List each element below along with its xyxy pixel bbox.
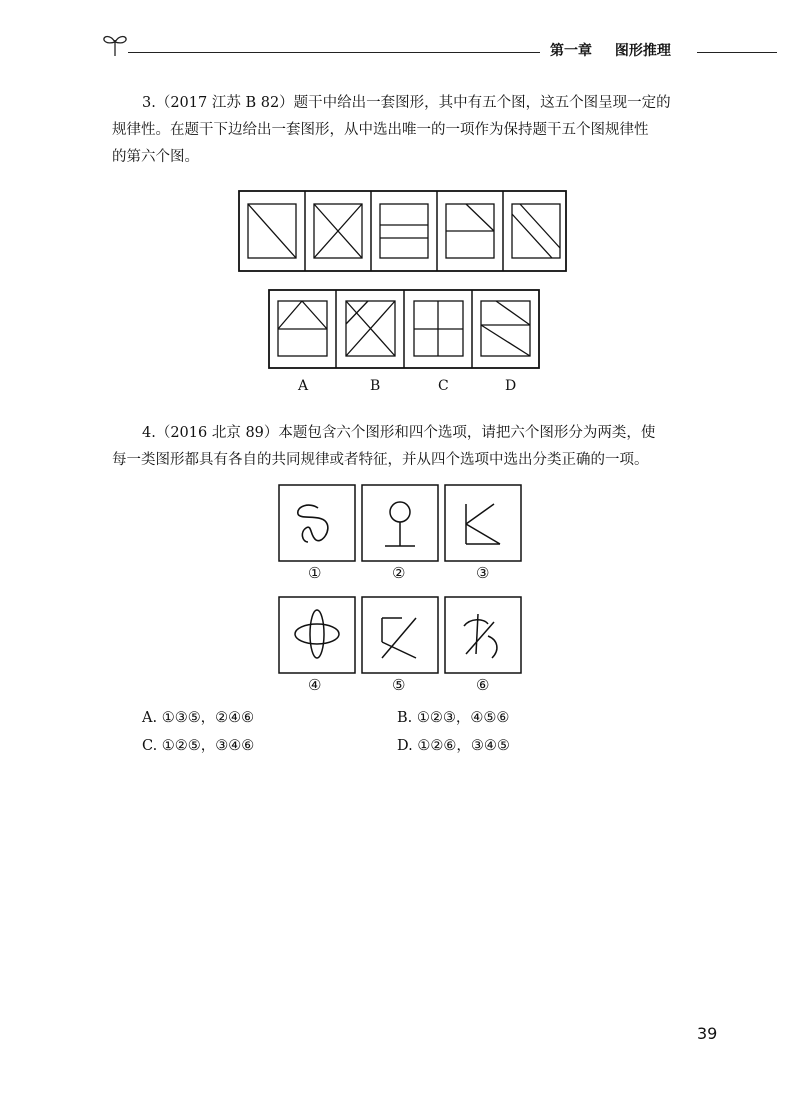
page-number: 39 — [697, 1024, 718, 1043]
q4-label-1: ① — [308, 564, 322, 582]
sprout-icon — [100, 30, 130, 60]
q3-option-a-figure — [278, 301, 327, 356]
q4-figures-row-2 — [278, 596, 523, 676]
q4-answer-a[interactable]: A. ①③⑤，②④⑥ — [142, 710, 255, 726]
chapter-title: 图形推理 — [614, 43, 671, 59]
q3-figure-row — [238, 190, 568, 274]
q3-text — [112, 90, 697, 171]
q4-fig-1 — [279, 485, 355, 561]
q4-line-1: 4.（2016 北京 89）本题包含六个图形和四个选项，请把六个图形分为两类，使 — [142, 425, 656, 441]
q3-option-b-label[interactable]: B — [370, 378, 381, 394]
q4-answer-b[interactable]: B. ①②③，④⑤⑥ — [397, 710, 510, 726]
q4-fig-5 — [362, 597, 438, 673]
q4-label-3: ③ — [476, 564, 490, 582]
q3-option-a-label[interactable]: A — [298, 378, 309, 394]
header-rule-left — [128, 52, 540, 53]
q4-fig-3 — [445, 485, 521, 561]
q3-option-d-label[interactable]: D — [505, 378, 517, 394]
q3-option-b-figure — [346, 301, 395, 356]
q3-fig-2 — [314, 204, 362, 258]
page-header — [100, 30, 780, 60]
q4-label-4: ④ — [308, 676, 322, 694]
q4-label-5: ⑤ — [392, 676, 406, 694]
q3-option-c-figure — [414, 301, 463, 356]
q3-line-1: 3.（2017 江苏 B 82）题干中给出一套图形，其中有五个图，这五个图呈现一定的 — [142, 95, 671, 111]
q4-fig-4 — [279, 597, 355, 673]
q3-fig-1 — [248, 204, 296, 258]
q3-option-d-figure — [481, 301, 530, 356]
q4-figures-row-1 — [278, 484, 523, 564]
q3-line-3: 的第六个图。 — [112, 149, 199, 165]
q4-line-2: 每一类图形都具有各自的共同规律或者特征，并从四个选项中选出分类正确的一项。 — [112, 452, 649, 468]
q4-fig-6 — [445, 597, 521, 673]
q4-answer-c[interactable]: C. ①②⑤，③④⑥ — [142, 738, 255, 754]
q4-fig-2 — [362, 485, 438, 561]
q3-fig-4 — [446, 204, 494, 258]
q3-fig-3 — [380, 204, 428, 258]
q4-text — [112, 420, 697, 474]
q4-label-6: ⑥ — [476, 676, 490, 694]
q4-label-2: ② — [392, 564, 406, 582]
q3-option-c-label[interactable]: C — [438, 378, 449, 394]
q4-answer-d[interactable]: D. ①②⑥，③④⑤ — [397, 738, 510, 754]
q3-fig-5 — [512, 204, 560, 258]
chapter-label: 第一章 — [550, 43, 592, 59]
header-rule-right — [697, 52, 777, 53]
q3-options-row — [268, 289, 541, 371]
header-text — [550, 40, 689, 60]
q3-line-2: 规律性。在题干下边给出一套图形，从中选出唯一的一项作为保持题干五个图规律性 — [112, 122, 649, 138]
